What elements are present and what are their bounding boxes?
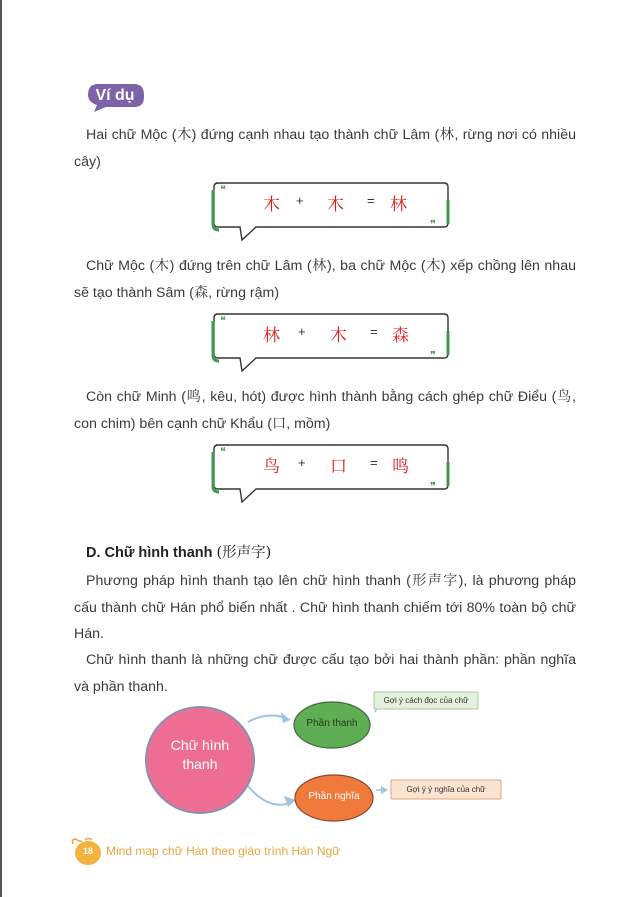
eq-result: 鸣 [392, 457, 409, 477]
eq-plus: + [298, 455, 306, 470]
equation-box-2 [210, 311, 450, 373]
text: , kêu, hót) được hình thành bằng cách ghép chữ Điểu ( [201, 389, 557, 405]
mind-map-center [146, 736, 254, 774]
arrow-to-meaning [248, 786, 292, 805]
svg-text:❞: ❞ [430, 480, 436, 493]
eq-right: 木 [330, 326, 347, 346]
page-number-badge [68, 836, 104, 866]
hanzi: 形声字 [410, 573, 459, 589]
section-heading [86, 541, 271, 562]
text: Phương pháp hình thanh tạo lên chữ hình thanh ( [86, 573, 411, 589]
sound-hint: Gợi ý cách đọc của chữ [383, 696, 469, 705]
eq-left: 鸟 [263, 457, 280, 477]
svg-text:❞: ❞ [430, 349, 436, 362]
svg-text:❝: ❝ [220, 314, 226, 327]
text: ), là phương pháp cấu thành chữ Hán phổ biến nhất . Chữ hình thanh chiếm tới 80% toàn bộ chữ Hán. [74, 573, 576, 642]
eq-equals: = [370, 455, 378, 470]
text: Còn chữ Minh ( [86, 389, 186, 405]
text: Chữ hình thanh là những chữ được cấu tạo bởi hai thành phần: phần nghĩa và phần thanh. [74, 652, 576, 695]
hanzi: 木 [176, 127, 192, 143]
hanzi: 鸣 [185, 389, 202, 405]
meaning-node: Phần nghĩa [308, 791, 360, 802]
text: , con chim) bên cạnh chữ Khẩu ( [74, 389, 576, 432]
eq-right: 木 [327, 195, 344, 215]
hanzi: 木 [154, 258, 170, 274]
hanzi: 林 [439, 127, 455, 143]
example-badge [86, 83, 148, 111]
center-line-1: Chữ hình [170, 737, 230, 753]
text: , mồm) [286, 415, 331, 432]
paragraph-1 [74, 122, 576, 175]
footer-title: Mind map chữ Hán theo giáo trình Hán Ngữ [106, 844, 341, 858]
hanzi: 林 [311, 258, 327, 274]
section-title: D. Chữ hình thanh [86, 545, 217, 561]
text: Chữ Mộc ( [86, 258, 155, 274]
text: , rừng nơi có nhiều cây) [74, 127, 576, 170]
sound-node: Phần thanh [306, 718, 358, 729]
eq-result: 森 [392, 326, 409, 346]
page-border [0, 0, 2, 897]
svg-text:❝: ❝ [220, 183, 226, 196]
text: ), ba chữ Mộc ( [326, 258, 426, 274]
svg-text:❞: ❞ [430, 218, 436, 231]
hanzi: 口 [271, 415, 287, 432]
page-number: 18 [82, 846, 93, 856]
hanzi: 森 [193, 284, 209, 301]
section-title-hanzi: (形声字) [216, 545, 272, 561]
center-line-2: thanh [182, 756, 218, 772]
eq-plus: + [296, 193, 304, 208]
eq-right: 口 [330, 457, 347, 477]
eq-plus: + [298, 324, 306, 339]
eq-equals: = [367, 193, 375, 208]
eq-left: 林 [263, 326, 280, 346]
eq-result: 林 [390, 195, 407, 215]
text: ) đứng cạnh nhau tạo thành chữ Lâm ( [191, 127, 440, 143]
example-badge-label: Ví dụ [95, 87, 135, 104]
svg-text:❝: ❝ [220, 445, 226, 458]
eq-equals: = [370, 324, 378, 339]
paragraph-4 [74, 568, 576, 648]
eq-left: 木 [263, 195, 280, 215]
hanzi: 鸟 [556, 389, 573, 405]
mind-map [140, 690, 510, 830]
paragraph-2 [74, 253, 576, 306]
text: ) xếp chồng lên nhau sẽ tạo thành Sâm ( [74, 258, 576, 301]
meaning-hint: Gợi ý ý nghĩa của chữ [406, 785, 486, 794]
text: ) đứng trên chữ Lâm ( [169, 258, 312, 274]
text: , rừng rậm) [208, 284, 280, 301]
paragraph-3 [74, 384, 576, 437]
text: Hai chữ Mộc ( [86, 127, 177, 143]
equation-box-3 [210, 442, 450, 504]
equation-box-1 [210, 180, 450, 242]
hanzi: 木 [425, 258, 442, 274]
